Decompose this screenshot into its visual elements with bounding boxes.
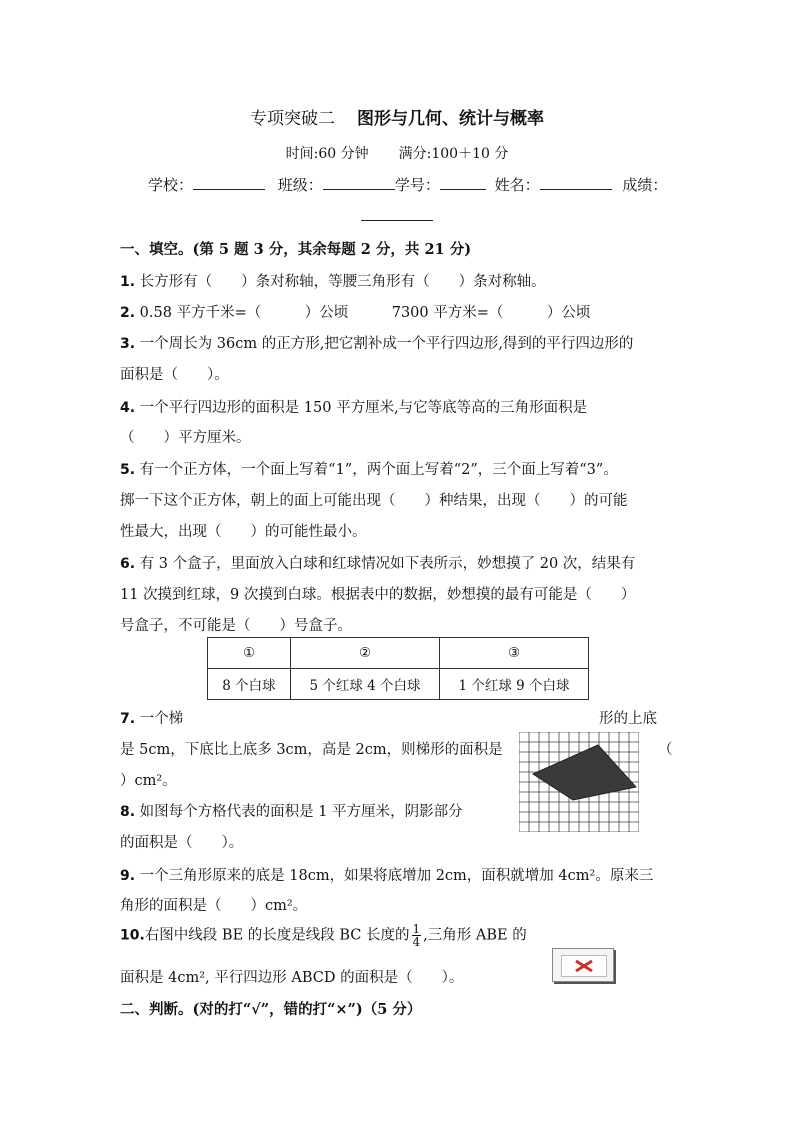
question-10-line2: 面积是 4cm², 平行四边形 ABCD 的面积是（ ）。 (120, 970, 464, 986)
grade-blank[interactable] (361, 206, 433, 221)
table-header-cell: ① (208, 638, 291, 669)
question-5 (120, 458, 618, 479)
question-3 (120, 332, 633, 353)
table-header-cell: ② (291, 638, 440, 669)
section2-heading: 二、判断。(对的打“√”，错的打“×”)（5 分） (120, 1001, 422, 1018)
fraction-numerator: 1 (412, 922, 421, 936)
box-table (207, 637, 589, 700)
table-cell: 1 个红球 9 个白球 (440, 669, 589, 700)
fraction-one-quarter (412, 923, 422, 948)
question-number: 1. (120, 274, 136, 290)
question-4-line2: （ ）平方厘米。 (120, 430, 251, 446)
question-7 (120, 707, 183, 728)
school-label: 学校： (148, 176, 194, 194)
question-number: 10. (120, 927, 145, 944)
full-score: 满分:100＋10 分 (398, 146, 509, 162)
red-x-icon (562, 956, 606, 976)
time-limit: 时间:60 分钟 (285, 146, 369, 162)
question-number: 8. (120, 804, 136, 820)
title-part2: 图形与几何、统计与概率 (357, 109, 544, 129)
question-6-line2: 11 次摸到红球，9 次摸到白球。根据表中的数据，妙想摸的最有可能是（ ） (120, 587, 636, 603)
school-blank[interactable] (193, 175, 265, 190)
question-number: 3. (120, 336, 136, 352)
question-9-line2: 角形的面积是（ ）cm²。 (120, 898, 308, 914)
question-text: 一个周长为 36cm 的正方形,把它割补成一个平行四边形,得到的平行四边形的 (139, 336, 634, 352)
question-5-line2: 掷一下这个正方体，朝上的面上可能出现（ ）种结果，出现（ ）的可能 (120, 493, 628, 509)
grid-figure (519, 732, 639, 832)
fraction-denominator: 4 (412, 935, 421, 949)
question-text: 有 3 个盒子，里面放入白球和红球情况如下表所示，妙想摸了 20 次，结果有 (139, 556, 636, 572)
grade-label: 成绩： (622, 176, 668, 194)
question-number: 7. (120, 711, 136, 727)
question-text: ,三角形 ABE 的 (423, 927, 527, 944)
question-text: 如图每个方格代表的面积是 1 平方厘米，阴影部分 (139, 804, 463, 820)
question-8 (120, 800, 463, 821)
question-text: 0.58 平方千米=（ ）公顷 7300 平方米=（ ）公顷 (139, 305, 591, 321)
question-number: 9. (120, 868, 136, 884)
question-text: 有一个正方体，一个面上写着“1”，两个面上写着“2”，三个面上写着“3”。 (139, 462, 618, 478)
class-blank[interactable] (323, 175, 395, 190)
broken-image-icon (552, 948, 614, 982)
question-7-line2: 是 5cm，下底比上底多 3cm，高是 2cm，则梯形的面积是 (120, 742, 503, 758)
question-8-line2: 的面积是（ ）。 (120, 835, 244, 851)
question-6-line3: 号盒子，不可能是（ ）号盒子。 (120, 618, 352, 634)
question-7-line3: ）cm²。 (120, 773, 177, 789)
question-9 (120, 864, 653, 885)
question-1 (120, 270, 546, 291)
question-7-part2: 形的上底 (599, 711, 657, 727)
name-label: 姓名： (494, 176, 540, 194)
name-blank[interactable] (540, 175, 612, 190)
question-text: 一个梯 (139, 711, 184, 727)
table-row (208, 669, 589, 700)
section1-heading: 一、填空。(第 5 题 3 分，其余每题 2 分，共 21 分) (120, 241, 472, 258)
question-5-line3: 性最大，出现（ ）的可能性最小。 (120, 524, 367, 540)
exam-meta (0, 143, 794, 163)
student-no-label: 学号： (394, 176, 440, 194)
table-cell: 8 个白球 (208, 669, 291, 700)
table-header-row (208, 638, 589, 669)
table-header-cell: ③ (440, 638, 589, 669)
question-text: 一个三角形原来的底是 18cm，如果将底增加 2cm，面积就增加 4cm²。原来三 (139, 868, 654, 884)
question-text: 右图中线段 BE 的长度是线段 BC 长度的 (144, 927, 410, 944)
student-info-line (148, 174, 667, 195)
table-cell: 5 个红球 4 个白球 (291, 669, 440, 700)
question-number: 6. (120, 556, 136, 572)
class-label: 班级： (277, 176, 323, 194)
question-3-line2: 面积是（ ）。 (120, 367, 229, 383)
question-6 (120, 552, 635, 573)
question-number: 4. (120, 400, 136, 416)
page-title (0, 104, 794, 129)
question-text: 长方形有（ ）条对称轴，等腰三角形有（ ）条对称轴。 (139, 274, 546, 290)
question-2 (120, 301, 590, 322)
student-no-blank[interactable] (440, 175, 486, 190)
question-text: 一个平行四边形的面积是 150 平方厘米,与它等底等高的三角形面积是 (139, 400, 588, 416)
question-4 (120, 396, 587, 417)
title-part1: 专项突破二 (250, 109, 335, 129)
question-number: 2. (120, 305, 136, 321)
question-10 (120, 923, 527, 948)
question-number: 5. (120, 462, 136, 478)
question-7-paren: （ (658, 742, 673, 758)
